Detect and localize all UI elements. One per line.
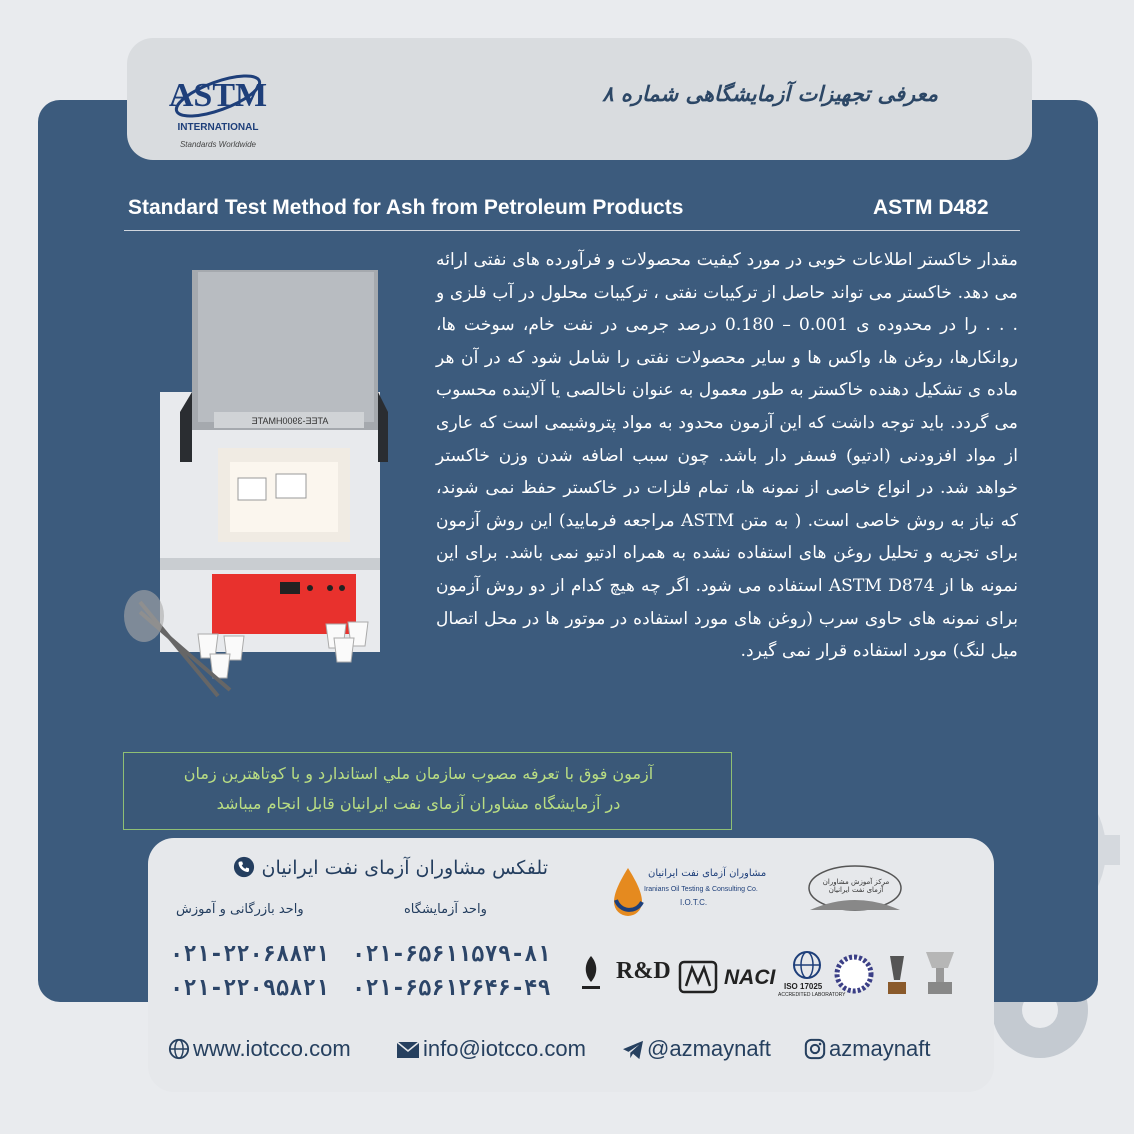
rnd-badge: R&D (616, 958, 671, 984)
phone-sales-1[interactable]: ۰۲۱-۲۲۰۶۸۸۳۱ (170, 942, 329, 967)
standard-mark-icon (678, 960, 718, 994)
phone-sales-2[interactable]: ۰۲۱-۲۲۰۹۵۸۲۱ (170, 976, 329, 1001)
email-text: info@iotcco.com (423, 1036, 586, 1061)
seal-badge-icon (834, 954, 874, 994)
iran-emblem-icon (576, 952, 606, 1002)
logo-org: INTERNATIONAL (177, 122, 259, 133)
notice-line-2: در آزمایشگاه مشاوران آزمای نفت ایرانیان قابل انجام میباشد (216, 794, 621, 813)
contact-title-text: تلفکس مشاوران آزمای نفت ایرانیان (261, 857, 548, 879)
mail-icon (396, 1040, 420, 1060)
method-title: Standard Test Method for Ash from Petroleum Products (128, 196, 684, 219)
trophy-icon (920, 948, 960, 998)
naci-badge: NACI (724, 966, 776, 989)
furnace-label: ATEE-3900HMATE (251, 416, 329, 426)
logo-tagline: Standards Worldwide (179, 140, 257, 149)
furnace-image (120, 262, 420, 722)
unit-sales-label: واحد بازرگانی و آموزش (176, 902, 304, 917)
telegram-text: @azmaynaft (647, 1036, 771, 1061)
contact-links (168, 1036, 968, 1070)
iso-badge: ISO 17025 (784, 982, 823, 991)
phone-lab-1[interactable]: ۰۲۱-۶۵۶۱۱۵۷۹-۸۱ (352, 942, 551, 967)
description-text: مقدار خاکستر اطلاعات خوبی در مورد کیفیت محصولات و فرآورده های نفتی ارائه می دهد. خاکستر می تواند حاصل از ترکیبات نفتی ، ترکیبات محلول در آب فلزی و . . . را در محدوده ی 0.001 – 0.180 درصد جرمی در نفت خام، سوخت ها، روانکارها، روغن ها، واکس ها و سایر محصولات نفتی را شامل شود که در آن هر ماده ی تشکیل دهنده خاکستر به طور معمول به عنوان ناخالصی یا آلاینده محسوب می گردد. باید توجه داشت که این آزمون محدود به مواد پتروشیمی است که عاری از مواد افزودنی (ادتیو) فسفر دار باشد. چون سبب اضافه شدن وزن خاکستر خواهد شد. در انواع خاصی از نمونه ها، تمام فلزات در خاکستر حفظ نمی شوند، که نیاز به روش خاصی است. ( به متن ASTM مراجعه فرمایید) این روش آزمون برای تجزیه و تحلیل روغن های استفاده نشده به همراه ادتیو نمی باشد. برای این نمونه ها از ASTM D874 استفاده می شود. اگر چه هیچ کدام از دو روش آزمون برای نمونه های حاوی سرب (روغن های مورد استفاده در موتور ها در محل اتصال میل لنگ) مورد استفاده قرار نمی گیرد. (436, 250, 1018, 662)
website-link[interactable] (168, 1036, 351, 1062)
phone-icon (233, 856, 255, 878)
iso-globe-icon (792, 950, 822, 980)
instagram-link[interactable] (804, 1036, 931, 1062)
notice-text (132, 759, 705, 819)
award-icon (882, 952, 912, 996)
company-logo (608, 864, 767, 924)
contact-title (233, 856, 548, 879)
training-center-logo (790, 860, 920, 920)
instagram-icon (804, 1038, 826, 1060)
training-center-name: مرکز آموزش مشاوران آزمای نفت ایرانیان (822, 878, 890, 894)
email-link[interactable] (396, 1036, 586, 1062)
unit-lab-label: واحد آزمایشگاه (404, 902, 487, 917)
notice-line-1: آزمون فوق با تعرفه مصوب سازمان ملي استاندارد و با کوتاهترین زمان (183, 764, 654, 783)
divider (124, 230, 1020, 231)
method-code: ASTM D482 (873, 196, 989, 219)
certification-row (574, 948, 974, 1008)
logo-letters: ASTM (168, 77, 268, 114)
page-title: معرفی تجهیزات آزمایشگاهی شماره ۸ (602, 82, 938, 106)
telegram-icon (622, 1040, 644, 1060)
phone-lab-2[interactable]: ۰۲۱-۶۵۶۱۲۶۴۶-۴۹ (352, 976, 551, 1001)
company-name-fa: مشاوران آزمای نفت ایرانیان (648, 868, 767, 879)
company-abbr: I.O.T.C. (680, 898, 708, 907)
website-text: www.iotcco.com (193, 1036, 351, 1061)
astm-logo (168, 48, 268, 148)
iso-badge-sub: ACCREDITED LABORATORY (778, 992, 846, 998)
globe-icon (168, 1038, 190, 1060)
instagram-text: azmaynaft (829, 1036, 931, 1061)
company-name-en: Iranians Oil Testing & Consulting Co. (644, 886, 758, 893)
notice-box (123, 752, 732, 830)
telegram-link[interactable] (622, 1036, 771, 1062)
oil-drop-icon (608, 864, 648, 920)
